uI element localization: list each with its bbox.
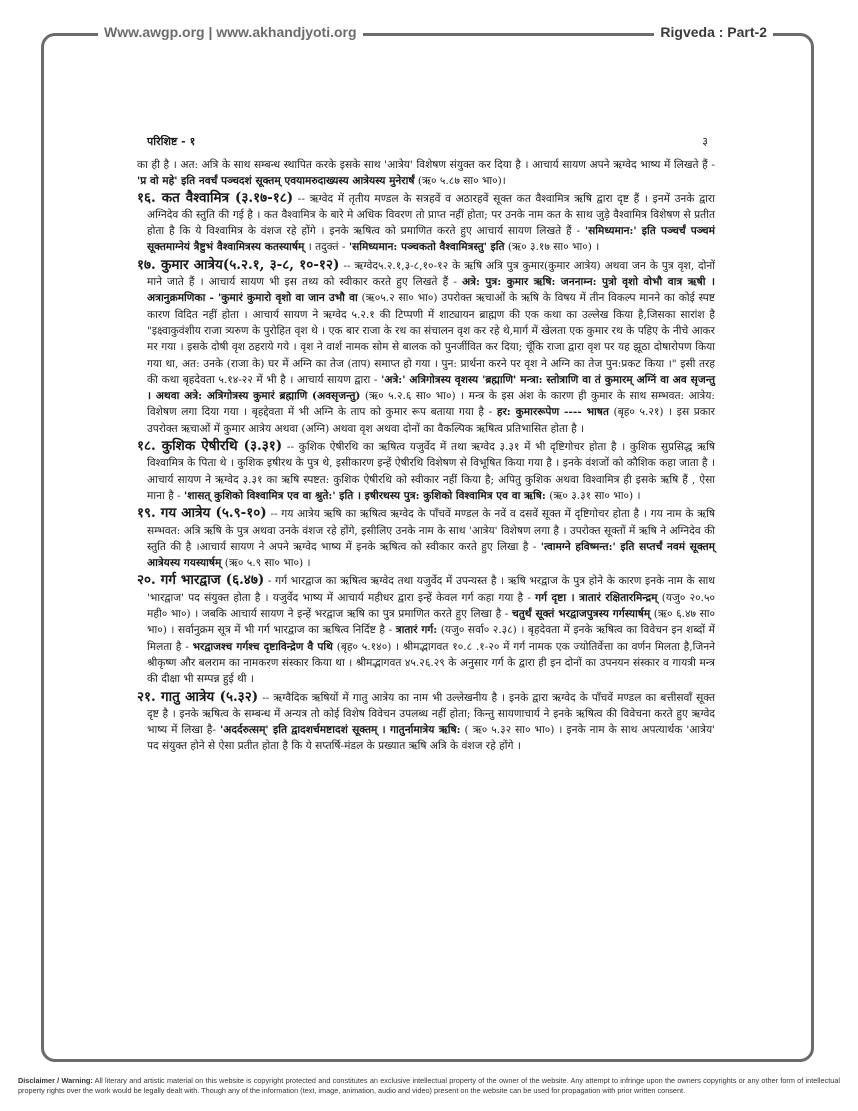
intro-quote: 'प्र वो महे' इति नवर्चं पञ्चदशं सूक्तम् एवयामरुदाख्यस्य आत्रेयस्य मुनेरार्षं: [137, 175, 415, 188]
intro-paragraph: [137, 157, 715, 190]
entry-text: (ऋ० ५.९ सा० भा०) ।: [221, 557, 311, 570]
entry-text: -- ऋग्वेद५.२.१,३-८,१०-१२ के ऋषि अत्रि पुत्र कुमार(कुमार आत्रेय) अथवा जन के पुत्र वृश, दोनों माने जाते हैं । आचार्य सायण भी इस तथ्य को स्वीकार करते हुए लिखते हैं -: [147, 259, 716, 289]
page-number: ३: [702, 135, 708, 148]
entry-paragraph: [137, 505, 715, 571]
entry-text: (ऋ०५.२ सा० भा०) उपरोक्त ऋचाओं के ऋषि के विषय में तीन विकल्प मानने का कोई स्पष्ट कारण विदित नहीं होता । आचार्य सायण ने ऋग्वेद ५.२.१ की टिप्पणी में शाट्यायन ब्राह्मण की एक कथा का उल्लेख किया है,जिसका सारांश है "इक्ष्वाकुवंशीय राजा त्र्यरुण के पुरोहित वृश थे । एक बार राजा के रथ का संचालन वृश कर रहे थे,मार्ग में खेलता एक कुमार रथ के पहिए के नीचे आकर मर गया । इसके दोषी वृश ठहराये गये । वृश ने वार्श नामक सोम से बालक को पुनर्जीवित कर दिया; चूँकि राजा द्वारा वृश पर यह झूठा दोषारोपण किया गया था, अत: उनके (राजा के) घर में अग्नि का तेज (ताप) समाप्त हो गया । पुन: प्रार्थना करने पर वृश ने अग्नि का तेज पुन:प्रकट किया ।" इसी तरह की कथा बृहदेवता ५.१४-२२ में भी है । आचार्य सायण द्वारा -: [147, 292, 715, 386]
entry-paragraph: [137, 190, 715, 256]
entry-quote: 'शासत् कुशिको विश्वामित्र एव वा श्रुते:' इति । इषीरथस्य पुत्र: कुशिको विश्वामित्र एव वा ऋषि:: [184, 489, 546, 502]
intro-text: का ही है । अत: अत्रि के साथ सम्बन्ध स्थापित करके इसके साथ 'आत्रेय' विशेषण संयुक्त कर दिया है । आचार्य सायण अपने ऋग्वेद भाष्य में लिखते हैं -: [137, 159, 715, 171]
entry-text: -- गय आत्रेय ऋषि का ऋषित्व ऋग्वेद के पाँचवें मण्डल के नवें व दसवें सूक्त में दृष्टिगोचर होता है । गय नाम के ऋषि सम्भवत: अत्रि ऋषि के पुत्र अथवा उनके वंशज रहे होंगे, इसीलिए उनके नाम के साथ 'आत्रेय' विशेषण लगा है । उपरोक्त सूक्तों में ऋषि ने अग्निदेव की स्तुति की है ।आचार्य सायण ने अपने ऋग्वेद भाष्य में इनके ऋषित्व को स्वीकार करते हुए लिखा है -: [147, 508, 715, 553]
page-header: [147, 134, 708, 149]
header-site-links: Www.awgp.org | www.akhandjyoti.org: [98, 22, 363, 42]
header-book-title: Rigveda : Part-2: [654, 22, 773, 42]
entry-quote: त्रातारं गर्ग:: [395, 624, 438, 637]
entry-text: (यजु० सर्वा० २.३८) । बृहदेवता में इनके ऋषित्व का विवेचन इन शब्दों में मिलता है -: [147, 624, 715, 653]
entry-text: (बृह० ५.२१) । इस प्रकार उपरोक्त ऋचाओं में कुमार आत्रेय अथवा (अग्नि) अथवा वृश अथवा दोनों का वैकल्पिक ऋषित्व प्रतिभासित होता है ।: [147, 406, 715, 435]
entry-heading: १७. कुमार आत्रेय(५.२.१, ३-८, १०-१२): [137, 256, 340, 273]
disclaimer-text: All literary and artistic material on this website is copyright protected and constitutes an exclusive intellectual property of the owner of the website. Any attempt to infringe upon the owners copyrights or any other form of intellectual property rights over the work would be legally dealt with. Though any of the information (text, image, animation, audio and video) present on the website can be used for propagation with prior written consent.: [18, 1076, 840, 1095]
entry-quote: गर्ग दृष्टा । त्रातारं रक्षितारमिन्द्रम्: [535, 591, 658, 604]
entry-text: -- कुशिक ऐषीरथि का ऋषित्व यजुर्वेद में तथा ऋग्वेद ३.३१ में भी दृष्टिगोचर होता है । कुशिक सुप्रसिद्ध ऋषि विश्वामित्र के पिता थे । कुशिक इषीरथ के पुत्र थे, इसीकारण इन्हें ऐषीरथि विशेषण से विभूषित किया गया है । इनके वंशजों को कौशिक कहा जाता है । आचार्य सायण ने ऋग्वेद ३.३१ का ऋषि स्पष्टत: कुशिक ऐषीरथि को स्वीकार नहीं किया है; अपितु कुशिक अथवा विश्वामित्र ही इसके ऋषि हैं , ऐसा माना है -: [147, 441, 715, 502]
entry-quote: 'समिध्यमान:' इति पञ्चर्चं पञ्चमं सूक्तमाग्नेयं त्रैष्टुभं वैश्वामित्रस्य कतस्यार्षम्: [147, 225, 715, 254]
entry-list: [137, 190, 715, 755]
entry-heading: १६. कत वैश्वामित्र (३.१७-१८): [137, 189, 294, 206]
entry-text: (ऋ० ६.४७ सा० भा०) । सर्वानुक्रम सूत्र में भी गर्ग भारद्वाज का ऋषित्व निर्दिष्ट है -: [147, 608, 715, 637]
intro-citation: (ऋ० ५.८७ सा० भा०)।: [414, 175, 506, 188]
entry-quote: चतुर्थं सूक्तं भरद्वाजपुत्रस्य गर्गस्यार्षम्: [511, 608, 651, 621]
entry-quote: 'समिध्यमान: पञ्चकतो वैश्वामित्रस्तु' इति: [348, 241, 505, 254]
entry-quote: भरद्वाजश्च गर्गश्च दृष्टाविन्द्रेण वै पथि: [192, 640, 333, 653]
entry-text: -- ऋग्वेद में तृतीय मण्डल के सत्रहवें व अठारहवें सूक्त कत वैश्वामित्र ऋषि द्वारा दृष्ट हैं । इनमें उनके द्वारा अग्निदेव की स्तुति की गई है । कत वैश्वामित्र के बारे मे अधिक विवरण तो प्राप्त नहीं होता; पर उनके नाम कत के साथ जुड़े वैश्वामित्र विशेषण से प्रतीत होता है कि ये विश्वामित्र के वंशज रहे होंगे । इनके ऋषित्व को प्रमाणित करते हुए आचार्य सायण लिखते हैं -: [147, 192, 715, 238]
entry-heading: २०. गर्ग भारद्वाज (६.४७): [137, 572, 265, 589]
entry-heading: २१. गातु आत्रेय (५.३२): [137, 688, 259, 705]
entry-text: ( ऋ० ५.३२ सा० भा०) । इनके नाम के साथ अपत्यार्थक 'आत्रेय' पद संयुक्त होने से ऐसा प्रतीत होता है कि ये सप्तर्षि-मंडल के प्रख्यात ऋषि अत्रि के वंशज रहे होंगे ।: [147, 724, 715, 753]
entry-quote: 'अत्रे:' अत्रिगोत्रस्य वृशस्य 'ब्रह्माणि' मन्त्रा: स्तोत्राणि वा तं कुमारम् अग्निं वा अव सृजन्तु । अथवा अत्रे: अत्रिगोत्रस्य कुमारं ब्रह्माणि (अवसृजन्तु): [147, 373, 715, 403]
entry-text: (ऋ० ३.३१ सा० भा०) ।: [545, 489, 641, 502]
disclaimer: [18, 1076, 840, 1096]
entry-quote: अत्रे: पुत्र: कुमार ऋषि: जननाम्न: पुत्रो वृशो वोभौ वात्र ऋषी । अत्रानुक्रमणिका - 'कुमारं कुमारो वृशो वा जान उभौ वा: [147, 276, 716, 305]
entry-text: (ऋ० ३.१७ सा० भा०) ।: [504, 241, 600, 254]
entry-paragraph: [137, 438, 715, 504]
entry-quote: 'त्वामग्ने हविष्मन्त:' इति सप्तर्चं नवमं सूक्तम् आत्रेयस्य गयस्यार्षम्: [147, 540, 716, 570]
document-body: [137, 157, 715, 755]
entry-text: -- ऋग्वैदिक ऋषियों में गातु आत्रेय का नाम भी उल्लेखनीय है । इनके द्वारा ऋग्वेद के पाँचवें मण्डल का बत्तीसवाँ सूक्त दृष्ट है । इनके ऋषित्व के सम्बन्ध में अन्यत्र तो कोई विशेष विवेचन उपलब्ध नहीं होता; किन्तु सायणाचार्य ने इनके ऋषित्व की विवेचना करते हुए ऋग्वेद भाष्य में लिखा है-: [147, 691, 715, 737]
entry-heading: १९. गय आत्रेय (५.९-१०): [137, 505, 267, 522]
entry-quote: हर: कुमाररूपेण ---- भाषत: [496, 406, 609, 419]
entry-text: (ऋ० ५.२.६ सा० भा०) । मन्त्र के इस अंश के कारण ही कुमार के साथ सम्भवत: आत्रेय: विशेषण लगा दिया गया । बृहद्देवता में भी अग्नि के ताप को कुमार रूप बताया गया है -: [147, 390, 715, 419]
entry-quote: 'अदर्दरुत्सम्' इति द्वादशर्चमष्टादशं सूक्तम् । गातुर्नामात्रेय ऋषि:: [219, 724, 461, 737]
entry-text: । तदुक्तं -: [304, 241, 349, 254]
entry-text: (बृह० ५.१४०) । श्रीमद्भागवत १०.८ .१-२० में गर्ग नामक एक ज्योतिर्वेत्ता का वर्णन मिलता है,जिनने श्रीकृष्ण और बलराम का नामकरण संस्कार किया था । श्रीमद्भागवत ४५.२६.२९ के अनुसार गर्ग के द्वारा ही इन दोनों का उपनयन संस्कार व गायत्री मन्त्र की दीक्षा भी सम्पन्न हुई थी ।: [147, 640, 716, 686]
disclaimer-label: Disclaimer / Warning:: [18, 1076, 93, 1085]
entry-paragraph: [137, 572, 715, 687]
section-title: परिशिष्ट - १: [147, 135, 196, 148]
entry-text: - गर्ग भारद्वाज का ऋषित्व ऋग्वेद तथा यजुर्वेद में उपन्यस्त है । ऋषि भरद्वाज के पुत्र होने के कारण इनके नाम के साथ 'भारद्वाज' पद संयुक्त होता है । यजुर्वेद भाष्य में आचार्य महीधर द्वारा इन्हें केवल गर्ग कहा गया है -: [147, 575, 715, 604]
entry-heading: १८. कुशिक ऐषीरथि (३.३१): [137, 438, 283, 455]
entry-paragraph: [137, 689, 715, 755]
entry-paragraph: [137, 257, 715, 437]
entry-text: (यजु० २०.५० मही० भा०) । जबकि आचार्य सायण ने इन्हें भरद्वाज ऋषि का पुत्र प्रमाणित करते हुए लिखा है -: [147, 591, 715, 621]
